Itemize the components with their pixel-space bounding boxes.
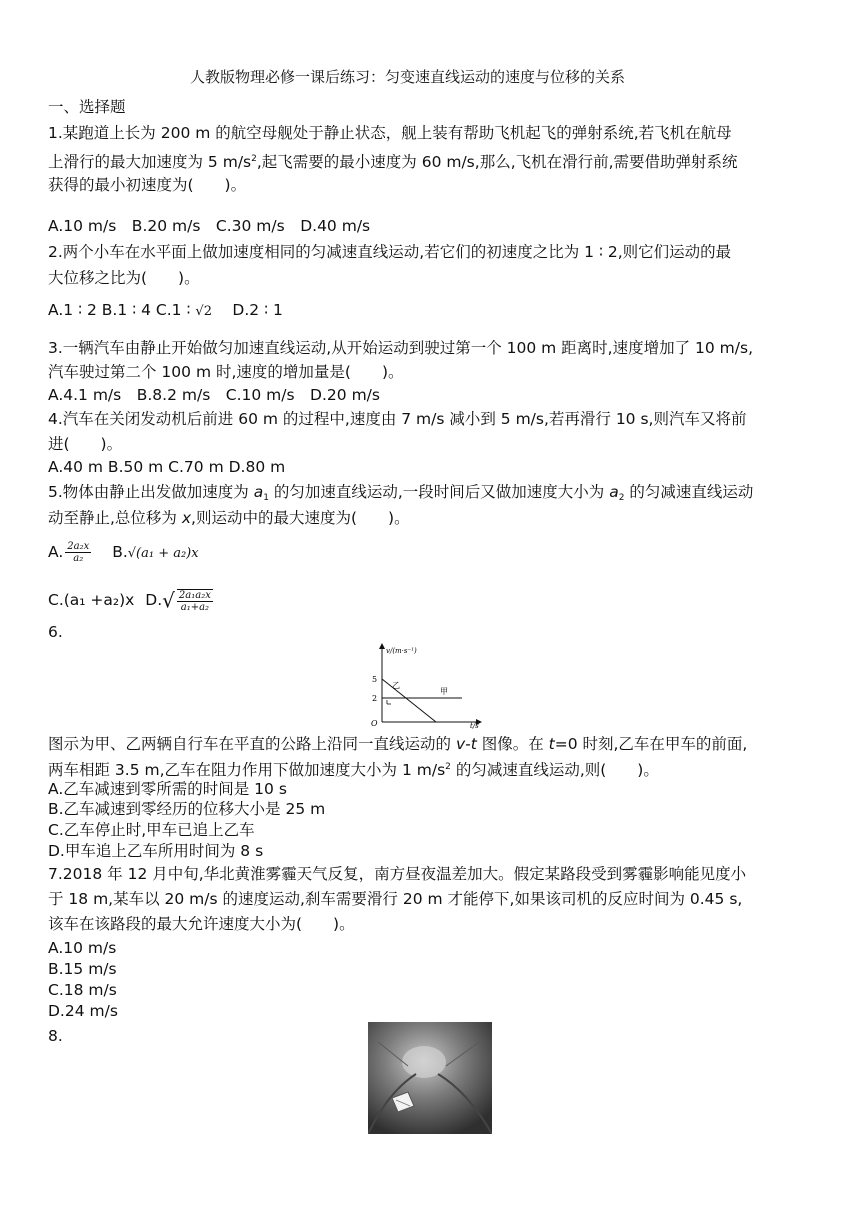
q5-options-ab [48, 540, 199, 566]
q1-exponent: 2 [251, 154, 257, 164]
q2-options [48, 300, 283, 322]
q6-option-c: C.乙车停止时,甲车已追上乙车 [48, 821, 255, 839]
q3-options: A.4.1 m/s B.8.2 m/s C.10 m/s D.20 m/s [48, 386, 380, 404]
origin-label: O [371, 719, 378, 728]
sub-2: 2 [618, 493, 625, 503]
q6-option-d: D.甲车追上乙车所用时间为 8 s [48, 842, 264, 860]
q5-options-cd [48, 588, 215, 613]
var-a2: a [609, 483, 619, 501]
q6-text-e: 的匀减速直线运动,则( )。 [450, 761, 659, 779]
q1-line2 [48, 149, 738, 172]
q3-line1: 3.一辆汽车由静止开始做匀加速直线运动,从开始运动到驶过第一个 100 m 距离时,速度增加了 10 m/s, [48, 339, 754, 357]
line-yi [382, 679, 436, 722]
q5-text-c: 的匀减速直线运动 [624, 483, 754, 501]
q5-option-a-fraction [65, 541, 91, 564]
section-heading: 一、选择题 [48, 98, 126, 116]
q5-option-d-label: D. [145, 591, 163, 609]
q7-option-b: B.15 m/s [48, 960, 117, 978]
q1-text-b: ,起飞需要的最小速度为 60 m/s,那么,飞机在滑行前,需要借助弹射系统 [256, 153, 738, 171]
q5-option-a-label: A. [48, 543, 64, 561]
q6-text-b: 图像。在 [476, 735, 549, 753]
q6-text-a: 图示为甲、乙两辆自行车在平直的公路上沿同一直线运动的 [48, 735, 456, 753]
q5-option-d-fraction [177, 589, 213, 613]
q5-text-e: ,则运动中的最大速度为( )。 [191, 509, 410, 527]
q8-number: 8. [48, 1027, 63, 1045]
q4-line2: 进( )。 [48, 435, 123, 453]
q5-option-b-expression: √(a₁ + a₂)x [127, 546, 199, 561]
q5-text-b: 的匀加速直线运动,一段时间后又做加速度大小为 [268, 483, 610, 501]
q6-line2 [48, 757, 659, 780]
q3-line2: 汽车驶过第二个 100 m 时,速度的增加量是( )。 [48, 363, 404, 381]
frac-a-numerator: 2a₂x [67, 541, 90, 552]
q5-line2 [48, 508, 410, 528]
q7-option-c: C.18 m/s [48, 981, 117, 999]
q6-option-b: B.乙车减速到零经历的位移大小是 25 m [48, 800, 326, 818]
q4-options: A.40 m B.50 m C.70 m D.80 m [48, 458, 286, 476]
sub-1: 1 [263, 493, 269, 503]
q5-option-c: C.(a₁ +a₂)x [48, 591, 135, 609]
var-x: x [181, 509, 192, 527]
q2-options-b: D.2 ∶ 1 [211, 301, 283, 319]
q2-line2: 大位移之比为( )。 [48, 269, 200, 287]
q6-number: 6. [48, 623, 63, 641]
y-axis-label: v/(m·s⁻¹) [386, 647, 417, 655]
sqrt-two: √2 [195, 304, 212, 319]
q7-option-a: A.10 m/s [48, 939, 117, 957]
q5-text-a: 5.物体由静止出发做加速度为 [48, 483, 254, 501]
q2-options-a: A.1 ∶ 2 B.1 ∶ 4 C.1 ∶ [48, 301, 196, 319]
q6-text-d: 两车相距 3.5 m,乙车在阻力作用下做加速度大小为 1 m/s [48, 761, 446, 779]
q1-line3: 获得的最小初速度为( )。 [48, 176, 247, 194]
document-title: 人教版物理必修一课后练习：匀变速直线运动的速度与位移的关系 [190, 68, 626, 86]
q2-line1: 2.两个小车在水平面上做加速度相同的匀减速直线运动,若它们的初速度之比为 1 ∶ 2,则它们运动的最 [48, 243, 732, 261]
frac-d-denominator: a₁+a₂ [180, 601, 210, 613]
q6-line1 [48, 734, 747, 754]
vt-graph [368, 640, 508, 730]
var-a1: a [253, 483, 264, 501]
q4-line1: 4.汽车在关闭发动机后前进 60 m 的过程中,速度由 7 m/s 减小到 5 m/s,若再滑行 10 s,则汽车又将前 [48, 410, 747, 428]
tick-2: 2 [372, 694, 378, 703]
var-vt: v-t [455, 735, 477, 753]
q5-option-b-label: B. [112, 543, 128, 561]
tunnel-photo [368, 1022, 492, 1134]
q5-line1 [48, 482, 753, 508]
q6-exponent: 2 [445, 762, 451, 772]
frac-a-denominator: a₂ [73, 553, 84, 564]
q5-text-d: 动至静止,总位移为 [48, 509, 182, 527]
label-yi: 乙 [392, 681, 400, 690]
x-axis-label: t/s [470, 722, 479, 730]
frac-d-numerator: 2a₁a₂x [178, 589, 211, 601]
var-t: t [548, 735, 555, 753]
q1-line1: 1.某跑道上长为 200 m 的航空母舰处于静止状态，舰上装有帮助飞机起飞的弹射系统,若飞机在航母 [48, 124, 732, 142]
q6-option-a: A.乙车减速到零所需的时间是 10 s [48, 780, 287, 798]
q7-line2: 于 18 m,某车以 20 m/s 的速度运动,刹车需要滑行 20 m 才能停下,如果该司机的反应时间为 0.45 s, [48, 890, 743, 908]
q1-options: A.10 m/s B.20 m/s C.30 m/s D.40 m/s [48, 217, 371, 235]
q6-text-c: =0 时刻,乙车在甲车的前面, [554, 735, 748, 753]
q7-option-d: D.24 m/s [48, 1002, 118, 1020]
label-jia: 甲 [440, 687, 448, 696]
y-axis-arrow-icon [379, 643, 385, 649]
q7-line1: 7.2018 年 12 月中旬,华北黄淮雾霾天气反复，南方昼夜温差加大。假定某路段受到雾霾影响能见度小 [48, 865, 747, 883]
q1-text-a: 上滑行的最大加速度为 5 m/s [48, 153, 252, 171]
tick-5: 5 [372, 675, 378, 684]
radical-sign: √ [162, 588, 175, 613]
q7-line3: 该车在该路段的最大允许速度大小为( )。 [48, 915, 355, 933]
